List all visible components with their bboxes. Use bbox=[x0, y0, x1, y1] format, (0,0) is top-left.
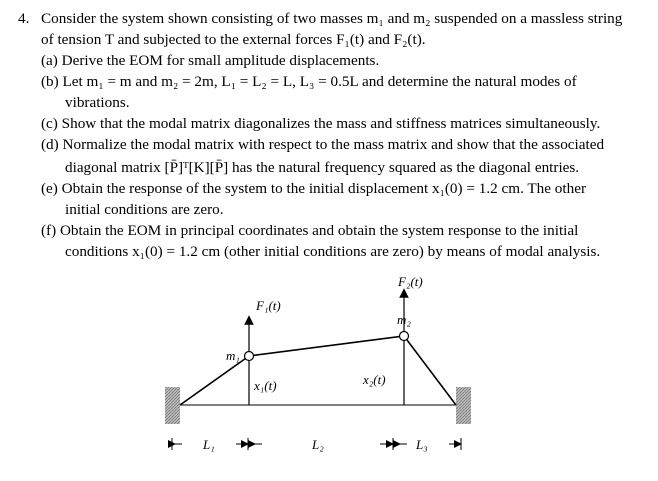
string-mass-diagram bbox=[0, 250, 658, 476]
label-f2: F₂(t) bbox=[398, 274, 423, 289]
label-l2: L₂ bbox=[312, 437, 324, 452]
right-wall bbox=[456, 387, 471, 424]
part-d-line-1: (d) Normalize the modal matrix with respect to the mass matrix and show that the associated bbox=[41, 136, 605, 153]
part-b-line-2: vibrations. bbox=[65, 94, 130, 111]
part-d-line-2: diagonal matrix [P̄]ᵀ[K][P̄] has the natural frequency squared as the diagonal entries. bbox=[65, 159, 580, 176]
label-f1: F₁(t) bbox=[256, 298, 281, 313]
part-f-line-2: conditions x₁(0) = 1.2 cm (other initial conditions are zero) by means of modal analysis. bbox=[65, 243, 601, 260]
part-e-line-1: (e) Obtain the response of the system to the initial displacement x₁(0) = 1.2 cm. The other bbox=[41, 180, 586, 197]
part-b-line-1: (b) Let m₁ = m and m₂ = 2m, L₁ = L₂ = L, L₃ = 0.5L and determine the natural modes of bbox=[41, 73, 577, 90]
problem-stem-line-1: Consider the system shown consisting of two masses m₁ and m₂ suspended on a massless string bbox=[41, 10, 623, 27]
label-m1: m₁ bbox=[226, 348, 240, 363]
left-wall bbox=[165, 387, 180, 424]
problem-number: 4. bbox=[18, 10, 30, 27]
label-x1: x₁(t) bbox=[254, 378, 277, 393]
part-f-line-1: (f) Obtain the EOM in principal coordinates and obtain the system response to the initial bbox=[41, 222, 579, 239]
label-l1: L₁ bbox=[203, 437, 215, 452]
mass-m1-icon bbox=[245, 352, 254, 361]
part-e-line-2: initial conditions are zero. bbox=[65, 201, 224, 218]
string bbox=[180, 336, 456, 405]
label-m2: m₂ bbox=[397, 312, 411, 327]
mass-m2-icon bbox=[400, 332, 409, 341]
problem-stem-line-2: of tension T and subjected to the external forces F₁(t) and F₂(t). bbox=[41, 31, 426, 48]
part-c: (c) Show that the modal matrix diagonalizes the mass and stiffness matrices simultaneously. bbox=[41, 115, 601, 132]
part-a: (a) Derive the EOM for small amplitude displacements. bbox=[41, 52, 380, 69]
diagram-svg bbox=[0, 250, 658, 476]
label-x2: x₂(t) bbox=[363, 372, 386, 387]
label-l3: L₃ bbox=[416, 437, 428, 452]
